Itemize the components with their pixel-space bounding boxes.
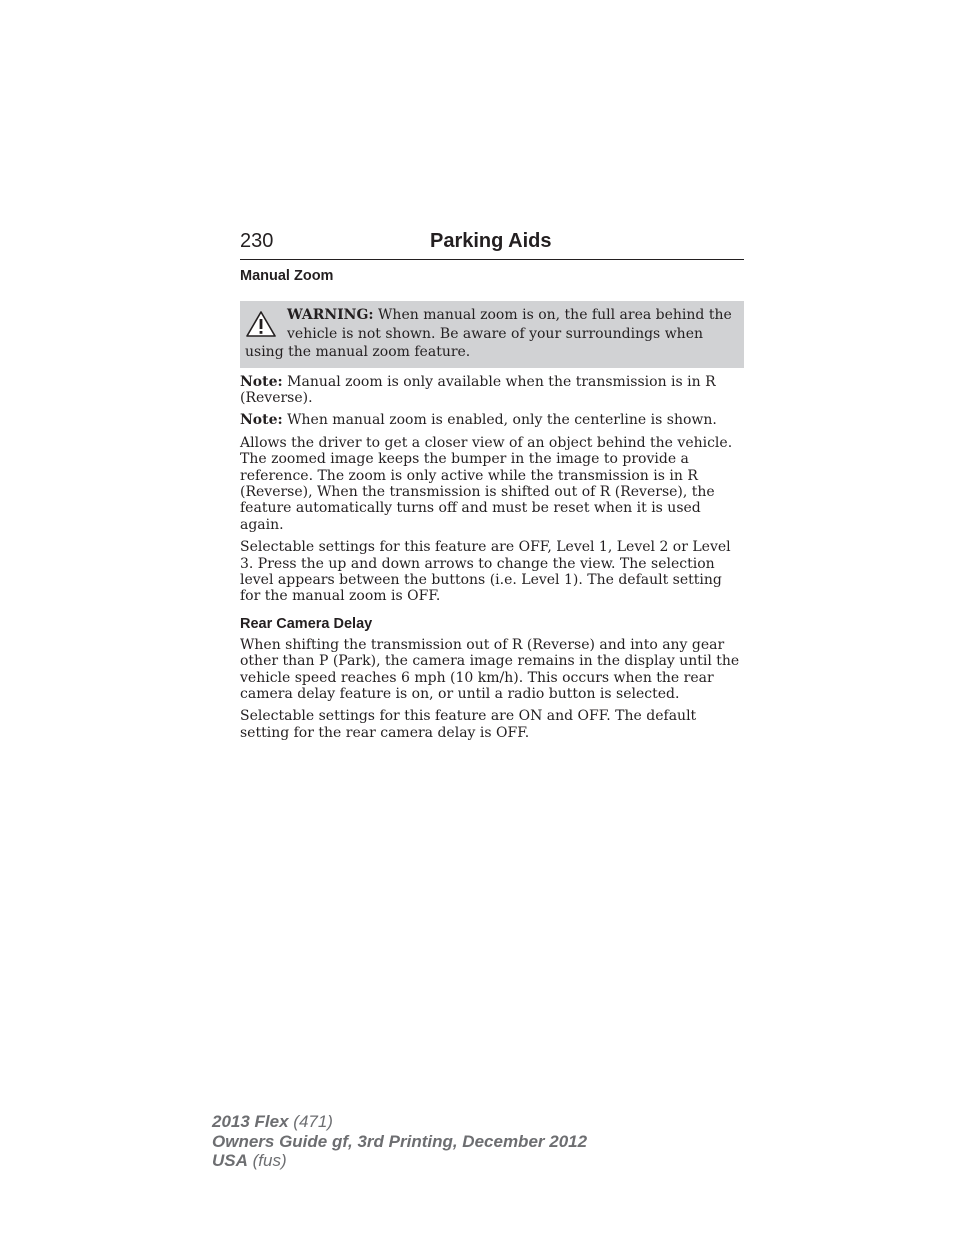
warning-label: WARNING:	[287, 307, 374, 323]
page-content	[240, 266, 744, 747]
warning-triangle-icon	[245, 310, 277, 338]
page-number: 230	[240, 230, 274, 252]
chapter-title: Parking Aids	[430, 230, 552, 252]
note-centerline	[240, 412, 744, 428]
footer-model: 2013 Flex	[212, 1112, 289, 1131]
section-heading-manual-zoom: Manual Zoom	[240, 268, 334, 284]
note-transmission	[240, 374, 744, 407]
note-text: When manual zoom is enabled, only the centerline is shown.	[282, 412, 717, 429]
footer-line-model	[212, 1112, 587, 1132]
page-header	[240, 229, 744, 260]
warning-box	[240, 301, 744, 368]
note-text: Manual zoom is only available when the transmission is in R (Reverse).	[240, 373, 716, 406]
paragraph-manual-zoom-settings: Selectable settings for this feature are OFF, Level 1, Level 2 or Level 3. Press the up and down arrows to change the view. The selection level appears between the buttons (i.e. Level 1). The default setting for the manual zoom is OFF.	[240, 539, 731, 605]
paragraph-rear-camera-delay-settings: Selectable settings for this feature are ON and OFF. The default setting for the rear camera delay is OFF.	[240, 708, 697, 741]
footer-region: USA	[212, 1151, 248, 1170]
footer-region-code: (fus)	[247, 1151, 287, 1170]
paragraph-rear-camera-delay-description: When shifting the transmission out of R (Reverse) and into any gear other than P (Park), the camera image remains in the display until the vehicle speed reaches 6 mph (10 km/h). This occurs when the rear camera delay feature is on, or until a radio button is selected.	[240, 636, 740, 702]
footer-guide: Owners Guide gf, 3rd Printing, December 2012	[212, 1131, 588, 1151]
note-label: Note:	[240, 412, 283, 429]
footer-line-region	[212, 1151, 587, 1171]
note-label: Note:	[240, 373, 283, 390]
footer-model-code: (471)	[288, 1112, 333, 1131]
document-footer	[212, 1112, 587, 1171]
section-heading-rear-camera-delay: Rear Camera Delay	[240, 615, 373, 632]
paragraph-manual-zoom-description: Allows the driver to get a closer view of an object behind the vehicle. The zoomed image keeps the bumper in the image to provide a reference. The zoom is only active while the transmission is in R (Reverse), When the transmission is shifted out of R (Reverse), the feature automatically turns off and must be reset when it is used again.	[240, 434, 733, 533]
footer-line-guide	[212, 1132, 587, 1152]
warning-text: When manual zoom is on, the full area behind the vehicle is not shown. Be aware of your surroundings when using the manual zoom feature.	[245, 307, 732, 360]
